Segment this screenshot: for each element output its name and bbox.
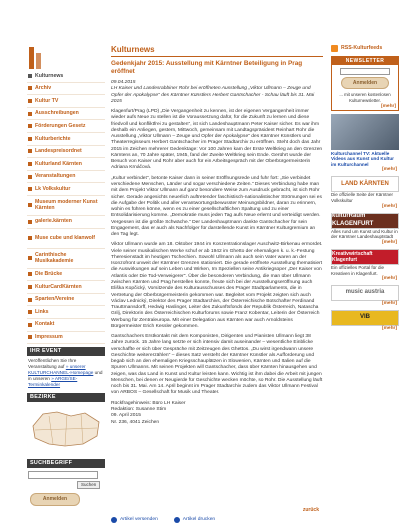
region-map[interactable]	[27, 404, 105, 454]
nav-item-label: Ausschreibungen	[35, 110, 79, 117]
nav-item-10[interactable]	[27, 196, 105, 216]
ad-music-austria[interactable]	[331, 285, 399, 307]
ad-music-austria-more[interactable]: [mehr]	[382, 301, 397, 307]
bullet-icon	[28, 203, 32, 207]
back-link[interactable]: zurück	[302, 507, 319, 513]
ad-land-kaernten-more[interactable]: [mehr]	[382, 203, 397, 209]
event-box-head: IHR EVENT	[27, 347, 105, 356]
rss-label: RSS-Kulturfeeds	[341, 45, 383, 52]
bullet-icon	[28, 137, 32, 141]
nav-item-2[interactable]	[27, 95, 105, 108]
bullet-icon	[28, 272, 32, 276]
nav-item-12[interactable]	[27, 229, 105, 249]
nav-item-label: Die Brücke	[35, 271, 63, 278]
print-article-label: Artikel drucken	[182, 517, 216, 522]
event-link-kulturchannel[interactable]: » unserer KULTURCHANNEL-Homepage	[28, 363, 94, 376]
nav-item-label: Kulturland Kärnten	[35, 160, 82, 167]
nav-item-16[interactable]	[27, 294, 105, 307]
rss-icon	[331, 45, 338, 52]
search-box	[27, 459, 105, 488]
nav-item-label: Kultur TV	[35, 97, 59, 104]
vib-banner: VIB	[331, 310, 399, 326]
right-column	[331, 45, 399, 332]
article-lead: LH Kaiser und Landesrabbiner Rohr bei eröffneten Ausstellung „Viktor Ullmann – Zeuge und Opfer der Apokalypse" des Kärntner Künstlers Herbert Gantschacher - Schau läuft bis 31. Mai 2015	[111, 86, 315, 104]
nav-item-17[interactable]	[27, 306, 105, 319]
section-title: Kulturnews	[111, 45, 323, 57]
nav-item-18[interactable]	[27, 319, 105, 332]
nav-item-4[interactable]	[27, 120, 105, 133]
bullet-icon	[28, 187, 32, 191]
nav-item-11[interactable]	[27, 216, 105, 229]
ad-kreativwirtschaft-text: Ein offizielles Portal für die Kreativen in Klagenfurt.	[331, 264, 384, 276]
nav-item-label: Förderungen Gesetz	[35, 122, 86, 129]
region-box-head: BEZIRKE	[27, 393, 105, 402]
nav-item-label: Museum moderner Kunst Kärnten	[35, 198, 98, 212]
rss-link[interactable]	[331, 45, 399, 52]
nav-item-9[interactable]	[27, 183, 105, 196]
nav-item-label: Sparten/Vereine	[35, 296, 75, 303]
ad-kulturchannel[interactable]	[331, 114, 399, 173]
land-kaernten-banner: LAND KÄRNTEN	[331, 176, 399, 192]
search-box-head: SUCHBEGRIFF	[27, 459, 105, 468]
contact-line-1: Rückfragehinweis: Büro LH Kaiser	[111, 400, 186, 406]
bullet-icon	[28, 162, 32, 166]
bullet-icon	[28, 175, 32, 179]
newsletter-more-link[interactable]: [mehr]	[381, 103, 396, 109]
nav-item-label: galerie.kärnten	[35, 218, 72, 225]
bullet-icon	[28, 74, 32, 78]
nav-item-label: Impressum	[35, 334, 63, 341]
nav-item-0[interactable]	[27, 70, 105, 83]
nav-item-7[interactable]	[27, 158, 105, 171]
bullet-icon	[28, 323, 32, 327]
nav-item-label: Kulturberichte	[35, 135, 71, 142]
contact-line-2: Redaktion: Susanne Stim	[111, 407, 167, 413]
ad-kulturraum-text: Alles rund um Kunst und Kultur in der Kärntner Landeshauptstadt	[331, 228, 398, 240]
event-text-2: und in unseren	[28, 370, 103, 382]
nav-item-3[interactable]	[27, 108, 105, 121]
event-box	[27, 347, 105, 390]
bullet-icon	[28, 220, 32, 224]
nav-item-label: Kontakt	[35, 321, 55, 328]
article-title: Gedenkjahr 2015: Ausstellung mit Kärntner Beteiligung in Prag eröffnet	[111, 60, 303, 75]
kreativwirtschaft-banner: Kreativwirtschaft Klagenfurt	[331, 249, 399, 265]
bullet-icon	[28, 112, 32, 116]
ad-land-kaernten-text: Die offizielle Seite der Kärntner Volkskultur	[331, 192, 393, 204]
kulturraum-banner: kulturRaum KLAGENFURT	[331, 213, 399, 229]
event-link-terminkalender[interactable]: » ARGE/SE-Terminkalender	[28, 376, 78, 388]
send-article-label: Artikel versenden	[120, 517, 158, 522]
ad-kreativwirtschaft[interactable]	[331, 249, 399, 282]
nav-item-label: Lk Volkskultur	[35, 185, 71, 192]
nav-item-19[interactable]	[27, 332, 105, 345]
search-button[interactable]: Suchen	[77, 481, 100, 489]
newsletter-note: ... mit unseren kostenlosen Kulturnewsletter.	[339, 92, 391, 103]
nav-item-label: Carinthische Musikakademie	[35, 251, 74, 265]
contact-line-4: Nr. 236, 4041 Zeichen	[111, 419, 160, 425]
event-text-1: Veröffentlichen Sie Ihre Veranstaltung auf	[28, 357, 77, 369]
ad-kulturraum[interactable]	[331, 213, 399, 246]
bullet-icon	[28, 86, 32, 90]
nav-item-label: Muse cube und klanwolf	[35, 234, 95, 241]
bullet-icon	[28, 256, 32, 260]
main-content	[111, 45, 323, 522]
article-date: 09.04.2015	[111, 80, 136, 85]
ad-kreativwirtschaft-more[interactable]: [mehr]	[382, 276, 397, 282]
search-input[interactable]	[28, 471, 98, 479]
newsletter-subscribe-button[interactable]: Anmelden	[341, 77, 389, 89]
bullet-icon	[28, 310, 32, 314]
bullet-icon	[28, 285, 32, 289]
main-navigation	[27, 70, 105, 344]
kulturchannel-image	[331, 114, 399, 150]
article-paragraph-4: Gantschachers Erstkontakt mit dem Komponisten, Dirigenten und Pianisten Ullmann liegt 38 Jahre zurück. 15 Jahre lang setzte er sich intensiv damit auseinander – wesentliche Einblicke verschaffte er sich über Gespräche mit Zeitzeugen des Ghettos. „Du wirst irgendwann unsere Geschichte weitererzählen" – dieses Satz versteht der Kärntner Künstler als Aufforderung und begab sich an den ehemaligen Kriegsschauplätzen in Slowenien, Kärnten und Italien auf die Spuren Ullmanns. Mit seinen Projekten will Gantschacher, dass über Kärnten hinausgehen und zeigen, was das Land in Kunst und Kultur leisten kann. Wichtig ist ihm dabei die Arbeit mit jungen Menschen, bei denen er Neugierde für Geschichte wecken möchte, so Rohr. Die Ausstellung läuft noch bis 31. Mai. Am 14. April beginnt im Prager Stadtarchiv zudem das Viktor Ullmann Festival von ARBOS – Gesellschaft für Musik und Theater.	[111, 334, 323, 396]
bullet-icon	[28, 335, 32, 339]
bullet-icon	[28, 124, 32, 128]
nav-item-label: Links	[35, 308, 49, 315]
nav-item-6[interactable]	[27, 146, 105, 159]
site-logo-mark	[27, 45, 47, 71]
bullet-icon	[28, 99, 32, 103]
ad-vib[interactable]	[331, 310, 399, 332]
nav-item-13[interactable]	[27, 249, 105, 269]
article-paragraph-3: Viktor Ullmann wurde am 18. Oktober 1944 im Konzentrationslager Auschwitz-Birkenau ermordet. Viele seiner musikalischen Werke schuf er ab 1942 im Ghetto der ehemaligen k. u. k.-Festung Theresienstadt im heutigen Tschechien. Sowohl Ullmann als auch sein Vater waren an der Isonzofront unweit der Kärntner Grenzen stationiert. Die gerade eröffnete Ausstellung thematisiert die Auswirkungen auf sein Leben und Wirken, Im Speziellen seine Antikriegsoper „Der Kaiser von Atlantis oder Die Tod-Verweigerer". Über die besonderen Verbindung, die man über Ullmann zwischen Kärnten und Prag herstellen konnte, freute sich bei der Ausstellungseröffnung auch Eliška Kopčický, Vorsitzende des Kulturausschusses des Prager Stadtparlaments, die in Vertretung der Oberbürgermeisterin gekommen war. Begleitet vom Projekt zeigten sich auch Václav Lednický, Direktor des Prager Stadtarchivs, der Österreichische Botschafter Ferdinand Trauttmansdorff, Hedwig Haslinger, Leiter des Zukunftsfonds der Republik Österreich, Natascha Grilj, Direktorin des Österreichischen Kulturforums sowie Franz Kobentar, Leiterin der Österreich Werbung für Zentraleuropa. Mit einer Delegation aus Kärnten war auch Arnoldsteins Bürgermeister Erich Kessler gekommen.	[111, 242, 323, 329]
region-box	[27, 393, 105, 456]
nav-item-label: Landespreisordnet	[35, 148, 82, 155]
nav-item-5[interactable]	[27, 133, 105, 146]
newsletter-box	[331, 56, 399, 111]
article-paragraph-2: „Kultur verbindet", betonte Kaiser dann in seiner Eröffnungsrede und fuhr fort: „Sie verbindet verschiedene Menschen, Länder und sogar verschiedene Zeiten." Dieses Verbindung habe man mit dem Projekt Viktor Ullmann auf ganz besondere Weise zum Ausdruck gebracht, ist sich Rohr sicher. Gerade angesichts neuerlich auftretender faschistisch-nationalistischer Strömungen sei es die Aufgabe der Politik und aller verantwortungsbewusster Meinungsbildner, daran zu erinnern, wohin es führen könne, wenn es zu einer gesellschaftlichen Spaltung und zu einer Entsolidarisierung komme. „Demokratie muss jeden Tag aufs Neue erlernt und verteidigt werden. Vergessen ist die größte Schwäche." Der Landeshauptmann dankte Gantschacher für sein Engagement, das er auch als Nachfolger für darstellende Kunst im Kärntner Kulturgremium an den Tag legt.	[111, 175, 322, 238]
event-box-text	[27, 356, 105, 391]
newsletter-email-input[interactable]	[340, 68, 390, 75]
nav-item-1[interactable]	[27, 83, 105, 96]
nav-item-8[interactable]	[27, 171, 105, 184]
nav-item-label: KulturCardKärnten	[35, 283, 82, 290]
nav-item-label: Veranstaltungen	[35, 173, 76, 180]
left-column	[27, 70, 105, 506]
nav-item-label: Archiv	[35, 85, 52, 92]
login-button[interactable]: Anmelden	[30, 493, 80, 506]
ad-kulturchannel-caption: Kulturchannel TV: Aktuelle Videos aus Kunst und Kultur im Kulturchannel	[331, 150, 394, 167]
nav-item-label: Kulturnews	[35, 72, 64, 79]
bullet-icon	[28, 236, 32, 240]
music-austria-banner: music austria	[331, 285, 399, 301]
newsletter-head: NEWSLETTER	[332, 57, 398, 65]
contact-line-3: 09. April 2015	[111, 413, 141, 419]
bullet-icon	[28, 298, 32, 302]
ad-vib-more[interactable]: [mehr]	[382, 326, 397, 332]
bullet-icon	[28, 149, 32, 153]
ad-kulturraum-more[interactable]: [mehr]	[382, 239, 397, 245]
nav-item-14[interactable]	[27, 269, 105, 282]
ad-kulturchannel-more[interactable]: [mehr]	[382, 167, 397, 173]
nav-item-15[interactable]	[27, 281, 105, 294]
article-paragraph-1: Klagenfurt/Prag (LPD) „Die Vergangenheit zu kennen, ist der eigenen Vergangenheit immer wieder aufs Neue zu stellen ist die Voraussetzung dafür, für die Zukunft zu lernen und diese friedvoll und konfliktfrei zu gestalten", ist sich Landeshauptmann Peter Kaiser sicher. Es war ihm deshalb ein Anliegen, gestern, Mittwoch, gemeinsam mit Landtagspräsident Reinhart Rohr die Ausstellung „Viktor Ullmann – Zeuge und Opfer der Apokalypse" des Kärntner Künstlers und Theaterregisseurs Herbert Gantschacher im Prager Stadtarchiv zu eröffnen. Steht doch das Jahr 2015 im Zeichen mehrerer Gedenktage: Vor 100 Jahren kam der Erste Weltkrieg an den Grenzen Kärntens an, 70 Jahre später, 1945, fand der Zweite Weltkrieg sein Ende. Gerührt wurde der Besuch von Kaiser und Rohr aber auch für ein Arbeitsgespräch mit der Oberbürgermeisterin Adriana Krnáčová.	[111, 109, 323, 171]
ad-land-kaernten[interactable]	[331, 176, 399, 209]
